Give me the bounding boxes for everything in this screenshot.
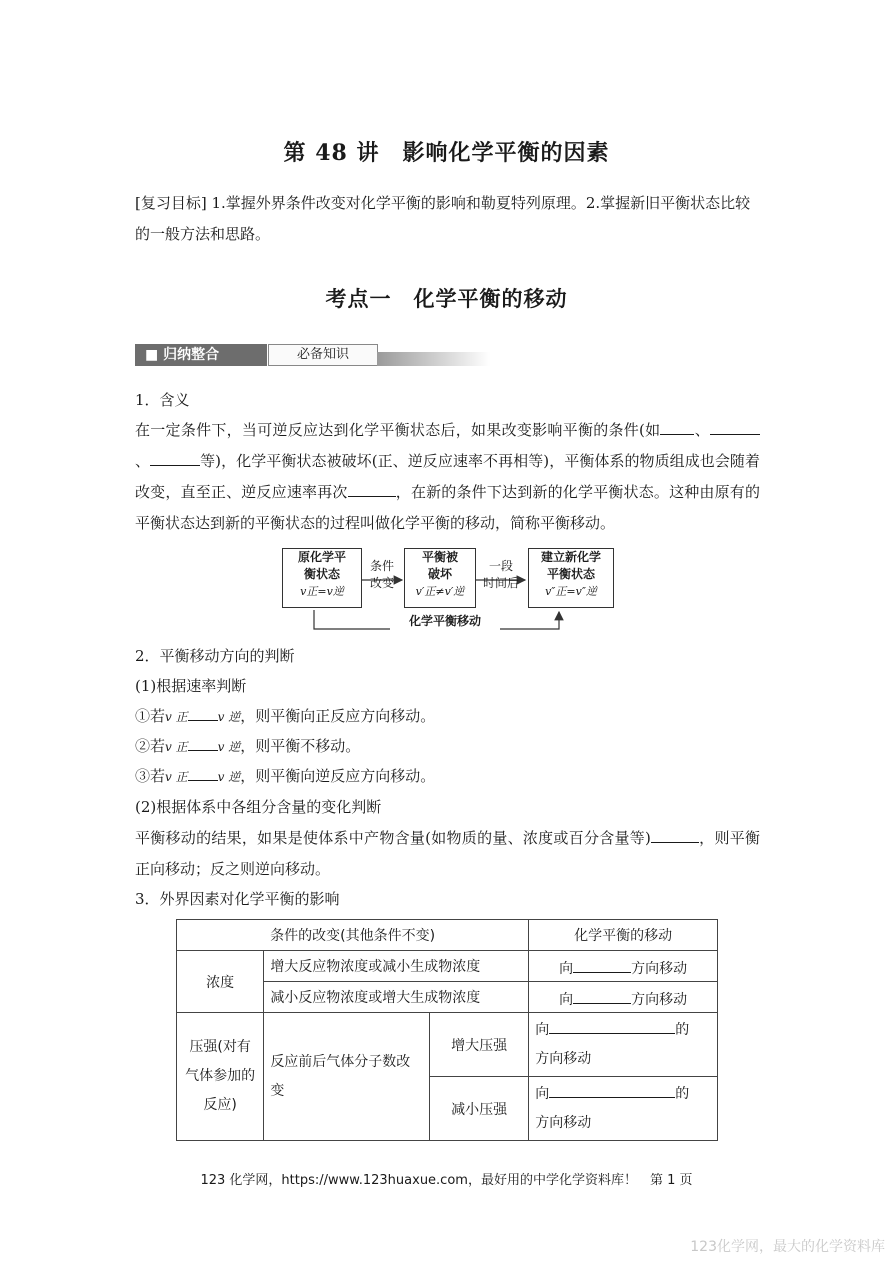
blank <box>150 447 200 466</box>
blank <box>710 416 760 435</box>
flow-box-broken: 平衡被 破坏 v′正≠v′逆 <box>404 548 476 608</box>
blank <box>573 985 631 1004</box>
press-shift-inc: 向 的 方向移动 <box>529 1013 718 1077</box>
flow-arrow-condition: 条件 改变 <box>369 559 394 590</box>
press-label: 压强(对有气体参加的反应) <box>177 1013 264 1141</box>
flow-box-original: 原化学平 衡状态 v正=v逆 <box>282 548 362 608</box>
conc-row1: 增大反应物浓度或减小生成物浓度 <box>264 951 529 982</box>
flow-bottom-label: 化学平衡移动 <box>390 613 500 630</box>
blank <box>651 824 699 843</box>
blank <box>188 732 218 751</box>
objective-text: 1.掌握外界条件改变对化学平衡的影响和勒夏特列原理。2.掌握新旧平衡状态比较的一般方法和思路。 <box>135 194 751 243</box>
conc-row2: 减小反应物浓度或增大生成物浓度 <box>264 982 529 1013</box>
banner-gradient-bar <box>377 352 490 366</box>
table-header-row <box>177 920 718 951</box>
header-condition: 条件的改变(其他条件不变) <box>177 920 529 951</box>
banner-secondary: 必备知识 <box>268 344 378 366</box>
banner-primary: ■ 归纳整合 <box>135 344 267 366</box>
conc-label: 浓度 <box>177 951 264 1013</box>
blank <box>549 1079 675 1098</box>
page-title: 第 48 讲 影响化学平衡的因素 <box>283 140 610 166</box>
item2-heading: 2．平衡移动方向的判断 <box>135 647 295 665</box>
flow-arrow-time: 一段 时间后 <box>482 559 519 590</box>
item1-heading: 1．含义 <box>135 391 190 409</box>
rate-condition-3: ③若v 正 v 逆，则平衡向逆反应方向移动。 <box>135 761 435 792</box>
item1-paragraph: 在一定条件下，当可逆反应达到化学平衡状态后，如果改变影响平衡的条件(如 、、 等)，化学平衡状态被破坏(正、逆反应速率不再相等)，平衡体系的物质组成也会随着改变，直至正、逆反应速率再次 ，在新的条件下达到新的化学平衡状态。这种由原有的平衡状态达到新的平衡状态的过程叫做化学平衡的移动，简称平衡移动。 <box>135 415 760 539</box>
page-footer: 123 化学网，https://www.123huaxue.com，最好用的中学化学资料库！ 第 1 页 <box>200 1173 693 1188</box>
blank <box>188 762 218 781</box>
conc-shift-1: 向 方向移动 <box>529 951 718 982</box>
item3-heading: 3．外界因素对化学平衡的影响 <box>135 890 340 908</box>
blank <box>188 702 218 721</box>
press-decrease: 减小压强 <box>429 1077 528 1141</box>
blank <box>660 416 694 435</box>
section-title: 考点一 化学平衡的移动 <box>325 286 568 311</box>
item2-sub1: (1)根据速率判断 <box>135 677 247 695</box>
watermark: 123化学网，最大的化学资料库 <box>690 1239 885 1255</box>
conc-shift-2: 向 方向移动 <box>529 982 718 1013</box>
rate-condition-1: ①若v 正 v 逆，则平衡向正反应方向移动。 <box>135 701 435 732</box>
blank <box>573 954 631 973</box>
blank <box>549 1015 675 1034</box>
flow-box-new: 建立新化学 平衡状态 v″正=v″逆 <box>528 548 614 608</box>
review-objective <box>135 188 760 250</box>
press-shift-dec: 向 的 方向移动 <box>529 1077 718 1141</box>
content-change-paragraph: 平衡移动的结果，如果是使体系中产物含量(如物质的量、浓度或百分含量等) ，则平衡正向移动；反之则逆向移动。 <box>135 823 760 885</box>
objective-label: [复习目标] <box>135 194 207 212</box>
item2-sub2: (2)根据体系中各组分含量的变化判断 <box>135 798 382 816</box>
press-increase: 增大压强 <box>429 1013 528 1077</box>
table-row <box>177 1013 718 1077</box>
rate-condition-2: ②若v 正 v 逆，则平衡不移动。 <box>135 731 360 762</box>
table-row <box>177 951 718 982</box>
press-desc: 反应前后气体分子数改变 <box>264 1013 430 1141</box>
header-shift: 化学平衡的移动 <box>529 920 718 951</box>
section-banner <box>135 344 490 368</box>
external-factors-table <box>176 919 718 1141</box>
equilibrium-shift-flowchart <box>280 548 616 634</box>
blank <box>348 478 396 497</box>
